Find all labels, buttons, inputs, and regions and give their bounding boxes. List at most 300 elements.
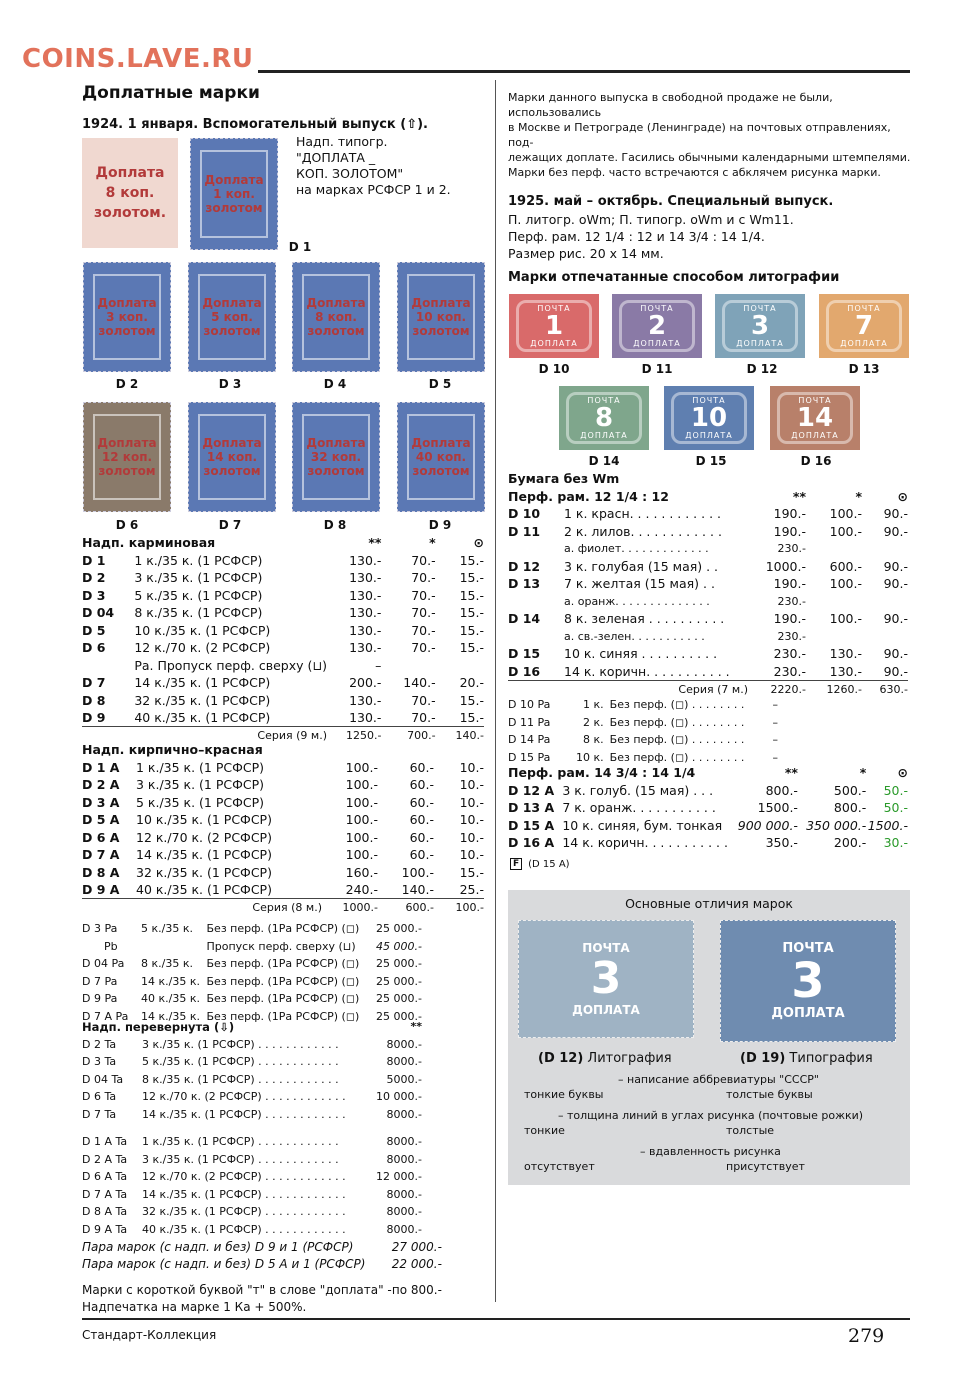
- table-row: [508, 782, 908, 800]
- overprint-line: 5 коп.: [211, 309, 253, 324]
- overprint-line: 8 коп.: [315, 309, 357, 324]
- price-value: 10.-: [459, 759, 484, 775]
- item-desc: 10 к./35 к. (1 РСФСР): [134, 622, 271, 638]
- item-code: D 9: [82, 710, 106, 725]
- item-code: D 15: [508, 646, 541, 662]
- item-code: D 12 A: [508, 782, 555, 798]
- stamp-typo-closeup: [720, 920, 896, 1042]
- price-value: 130.-: [349, 622, 382, 638]
- item-code: D 13: [508, 576, 541, 592]
- price-value: 160.-: [345, 864, 378, 880]
- item-code: D 5: [82, 622, 106, 638]
- price-value: 15.-: [459, 864, 484, 880]
- section-title: Надп. карминовая: [82, 535, 216, 551]
- stamp-label: D 3: [218, 377, 242, 391]
- lito-stamp: [664, 386, 754, 450]
- series-value: 2220.-: [748, 680, 806, 698]
- item-code: D 1 A: [82, 759, 120, 775]
- series-label: Серия (9 м.): [134, 727, 327, 745]
- price-value: 1500.-: [757, 800, 798, 816]
- item-desc: 14 к./35 к.: [141, 1009, 200, 1023]
- table-row: [82, 1221, 422, 1239]
- price-value: 8000.-: [386, 1055, 422, 1069]
- diff-title: – написание аббревиатуры "СССР": [618, 1073, 819, 1086]
- overprint-line: золотом: [98, 463, 156, 478]
- stamp-value: 1: [544, 311, 564, 341]
- table-row: [82, 955, 422, 973]
- series-value: 1260.-: [806, 680, 862, 698]
- series-label: Серия (8 м.): [136, 899, 322, 917]
- item-code: D 3 Ta: [82, 1055, 117, 1069]
- column-divider: [495, 80, 496, 1302]
- item-code: [508, 540, 564, 558]
- price-value: 5000.-: [386, 1072, 422, 1086]
- series-row: [508, 680, 908, 698]
- item-code: D 7 Ta: [82, 1107, 117, 1121]
- overprint-line: золотом: [205, 201, 263, 215]
- item-code: D 14: [508, 611, 541, 627]
- sample-line: Доплата: [95, 165, 165, 181]
- item-code: [508, 628, 564, 646]
- stamp-text: ПОЧТА: [782, 941, 834, 956]
- issue-line: Размер рис. 20 х 14 мм.: [508, 246, 664, 261]
- stamp-text: ДОПЛАТА: [685, 431, 733, 440]
- item-code: D 14 Pa: [508, 733, 551, 747]
- stamp-text: ПОЧТА: [743, 304, 777, 313]
- overprint-line: Доплата: [411, 295, 471, 310]
- price-value: 25 000.-: [376, 992, 422, 1006]
- item-desc: 8 к. зеленая . . . . . . . . . .: [564, 611, 725, 627]
- price-value: 10.-: [459, 829, 484, 845]
- issue-line: П. литогр. oWm; П. типогр. oWm и с Wm11.: [508, 212, 794, 227]
- stamp-value: 7: [854, 311, 874, 341]
- price-value: 130.-: [349, 710, 382, 725]
- item-code: D 6: [82, 640, 106, 656]
- diff-left: тонкие: [524, 1124, 565, 1137]
- pairs-table: [82, 1238, 442, 1316]
- stamp-label: D 6: [115, 518, 139, 532]
- diff-left: тонкие буквы: [524, 1088, 604, 1101]
- table-row: [508, 540, 908, 558]
- page-title: Доплатные марки: [82, 83, 260, 103]
- item-desc: а. оранж. . . . . . . . . . . . . .: [564, 594, 710, 608]
- item-code: D 7 Pa: [82, 974, 118, 988]
- stamp-text: ПОЧТА: [537, 304, 571, 313]
- stamp-image: [397, 262, 485, 372]
- price-value: [381, 657, 435, 675]
- price-value: 12 000.-: [376, 1170, 422, 1184]
- diff-title: – толщина линий в углах рисунка (почтовые рожки): [558, 1109, 864, 1122]
- intro-paragraph: [508, 90, 912, 180]
- price-value: 190.-: [773, 576, 806, 592]
- overprint-line: золотом: [412, 463, 470, 478]
- price-value: 10.-: [459, 777, 484, 793]
- desc-line: КОП. ЗОЛОТОМ": [296, 166, 404, 181]
- price-value: –: [772, 750, 778, 764]
- note-value: по 800.-: [391, 1282, 442, 1297]
- table-row: [82, 622, 484, 640]
- price-value: [862, 593, 908, 611]
- footer-publisher: Стандарт-Коллекция: [82, 1328, 217, 1342]
- price-value: 230.-: [777, 629, 806, 643]
- item-desc: 3 к./35 к. (1 РСФСР): [134, 570, 263, 586]
- price-value: 70.-: [411, 710, 436, 725]
- table-row: [508, 799, 908, 817]
- item-desc: 1 к./35 к. (1 РСФСР): [136, 759, 265, 775]
- item-code: D 04 Ta: [82, 1072, 124, 1086]
- item-desc: 14 к./35 к. (1 РСФСР) . . . . . . . . . . . .: [142, 1107, 346, 1121]
- note-text: Марки с короткой буквой "т" в слове "доплата" -: [82, 1282, 392, 1297]
- diff-right: толстые: [726, 1124, 775, 1137]
- price-value: 230.-: [773, 663, 806, 679]
- item-code: D 6 A: [82, 829, 120, 845]
- item-desc: 10 к. синяя . . . . . . . . . .: [564, 646, 718, 662]
- item-desc: 3 к./35 к. (1 РСФСР) . . . . . . . . . . . .: [142, 1152, 339, 1166]
- stamp-text: ДОПЛАТА: [572, 1003, 640, 1017]
- price-value: 130.-: [829, 646, 862, 662]
- section-title: Перф. рам. 14 3/4 : 14 1/4: [508, 765, 696, 781]
- stamp-text: ДОПЛАТА: [791, 431, 839, 440]
- table-row: [82, 973, 422, 991]
- price-value: 60.-: [409, 794, 434, 810]
- price-value: 8000.-: [386, 1037, 422, 1051]
- lito-stamp: [509, 294, 599, 358]
- forgery-note: [510, 858, 570, 870]
- sample-line: золотом.: [93, 205, 167, 221]
- price-value: 100.-: [829, 576, 862, 592]
- overprint-line: 32 коп.: [310, 449, 362, 464]
- item-desc: 10 к./35 к. (1 РСФСР): [136, 812, 272, 828]
- table-row: [508, 610, 908, 628]
- item-code: D 13 A: [508, 800, 555, 816]
- table-row: [508, 628, 908, 646]
- table-row: [508, 817, 908, 835]
- price-value: [806, 628, 862, 646]
- price-value: 25.-: [459, 882, 484, 897]
- diff-right: присутствует: [726, 1160, 805, 1173]
- table-row: [82, 587, 484, 605]
- item-code: D 1 A Ta: [82, 1135, 128, 1149]
- item-desc: 14 к./35 к. (1 РСФСР): [134, 675, 271, 691]
- caption-typo: [740, 1051, 873, 1066]
- overprint-sample: [82, 138, 178, 248]
- stamp-value: 3: [791, 953, 825, 1009]
- item-code: D 04 Pa: [82, 957, 125, 971]
- imperf-table: [508, 696, 778, 766]
- table-row: [82, 846, 484, 864]
- overprint-line: золотом: [203, 463, 261, 478]
- stamp-label: D 7: [218, 518, 242, 532]
- stamp-image: [292, 402, 380, 512]
- item-code: D 16: [508, 663, 541, 679]
- price-value: 25 000.-: [376, 974, 422, 988]
- item-desc: [141, 938, 206, 956]
- stamp-image: [292, 262, 380, 372]
- price-value: [436, 657, 484, 675]
- issue-header-1924: 1924. 1 января. Вспомогательный выпуск (⇧).: [82, 117, 428, 132]
- price-value: 100.-: [345, 777, 378, 793]
- price-value: 140.-: [403, 675, 436, 691]
- lito-stamp: [715, 294, 805, 358]
- price-value: 25 000.-: [376, 957, 422, 971]
- item-code: D 6 Ta: [82, 1090, 117, 1104]
- item-desc: 3 к. голубая (15 мая) . .: [564, 558, 719, 574]
- item-code: Pb: [104, 939, 118, 953]
- table-row: [82, 829, 484, 847]
- caption-code: (D 12): [538, 1051, 584, 1066]
- series-value: 600.-: [378, 899, 434, 917]
- site-brand: COINS.LAVE.RU: [22, 44, 254, 74]
- stamp-label: D 2: [115, 377, 139, 391]
- price-value: 600.-: [829, 558, 862, 574]
- item-code: D 9 Pa: [82, 992, 118, 1006]
- price-value: 10.-: [459, 794, 484, 810]
- table-row: [82, 938, 422, 956]
- stamp-text: ПОЧТА: [587, 396, 621, 405]
- stamp-label: D 8: [323, 518, 347, 532]
- price-value: 900 000.-: [737, 817, 798, 833]
- intro-line: Марки данного выпуска в свободной продаже не были, использовались: [508, 91, 833, 119]
- item-code: D 7 A: [82, 847, 120, 863]
- col-header: ⊙: [897, 765, 908, 781]
- price-value: 60.-: [409, 777, 434, 793]
- item-desc: 1 к./35 к. (1 РСФСР): [134, 552, 263, 568]
- overprint-line: Доплата: [411, 435, 471, 450]
- sample-line: 8 коп.: [105, 185, 155, 201]
- varieties-table: [82, 920, 422, 1025]
- price-value: 100.-: [345, 759, 378, 775]
- table-row: [508, 663, 908, 681]
- price-value: 800.-: [833, 800, 867, 816]
- desc-line: "ДОПЛАТА _: [296, 150, 376, 165]
- item-desc: 12 к./70 к. (2 РСФСР): [134, 640, 271, 656]
- col-header: ⊙: [897, 488, 908, 504]
- price-value: 1500.-: [867, 817, 908, 833]
- price-value: 100.-: [345, 794, 378, 810]
- stamp-text: ДОПЛАТА: [633, 339, 681, 348]
- table-row: [508, 714, 778, 732]
- pair-value: 27 000.-: [391, 1239, 442, 1254]
- item-code: D 7 A Pa: [82, 1009, 129, 1023]
- table-row: [82, 1036, 422, 1054]
- item-desc: а. фиолет. . . . . . . . . . . . .: [564, 542, 709, 556]
- table-row: [508, 575, 908, 593]
- overprint-line: Доплата: [202, 295, 262, 310]
- item-desc: 8 к./35 к. (1 РСФСР) . . . . . . . . . . . .: [142, 1072, 339, 1086]
- overprint-line: 40 коп.: [415, 449, 467, 464]
- stamp-label: D 14: [588, 454, 620, 468]
- stamp-label: D 1: [288, 240, 312, 254]
- item-code: D 04: [82, 605, 115, 621]
- item-desc: 32 к./35 к. (1 РСФСР): [136, 864, 272, 880]
- price-value: 100.-: [829, 506, 862, 522]
- price-value: 25 000.-: [376, 922, 422, 936]
- overprint-line: Доплата: [306, 435, 366, 450]
- col-header: ⊙: [473, 535, 484, 551]
- price-value: 350 000.-: [806, 817, 867, 833]
- item-code: D 11 Pa: [508, 715, 551, 729]
- stamp-image: [83, 262, 171, 372]
- price-value: 230.-: [777, 542, 806, 556]
- item-desc: Ра. Пропуск перф. сверху (⊔): [134, 657, 327, 673]
- price-value: 60.-: [409, 829, 434, 845]
- stamp-value: 2: [647, 311, 667, 341]
- item-desc: 12 к./70 к. (2 РСФСР): [136, 829, 272, 845]
- price-value: 15.-: [459, 605, 484, 621]
- series-value: 1250.-: [327, 727, 381, 745]
- price-value: 140.-: [401, 882, 434, 897]
- price-value: 90.-: [883, 523, 908, 539]
- item-code: D 7 A Ta: [82, 1187, 128, 1201]
- stamp-image: [397, 402, 485, 512]
- item-note: Без перф. (1Ра РСФСР) (◻): [206, 957, 360, 971]
- issue-line: Перф. рам. 12 1/4 : 12 и 14 3/4 : 14 1/4.: [508, 229, 765, 244]
- item-desc: 7 к. желтая (15 мая) . .: [564, 576, 715, 592]
- lito-stamp: [612, 294, 702, 358]
- stamp-text: ПОЧТА: [692, 396, 726, 405]
- price-value: [862, 628, 908, 646]
- item-desc: а. св.-зелен. . . . . . . . . . .: [564, 629, 705, 643]
- item-desc: 32 к./35 к. (1 РСФСР): [134, 692, 271, 708]
- stamp-text: ПОЧТА: [847, 304, 881, 313]
- price-value: 15.-: [459, 622, 484, 638]
- stamp-label: D 5: [428, 377, 452, 391]
- stamp-text: ПОЧТА: [640, 304, 674, 313]
- price-value: –: [772, 715, 778, 729]
- table-row: [82, 709, 484, 727]
- item-code: D 6 A Ta: [82, 1170, 128, 1184]
- issue-description: [296, 134, 451, 198]
- section-title: Надп. перевернута (⇩): [82, 1019, 235, 1034]
- item-desc: 40 к./35 к. (1 РСФСР): [134, 710, 271, 725]
- item-desc: 14 к. коричн. . . . . . . . . . .: [562, 835, 728, 851]
- table-row: [82, 552, 484, 570]
- price-value: 230.-: [773, 646, 806, 662]
- table-row: [82, 794, 484, 812]
- item-code: D 16 A: [508, 835, 555, 851]
- price-value: 15.-: [459, 552, 484, 568]
- item-desc: 12 к./70 к. (2 РСФСР) . . . . . . . . . . . .: [142, 1170, 346, 1184]
- price-value: 15.-: [459, 640, 484, 656]
- price-value: 800.-: [765, 782, 798, 798]
- section-title: Надп. кирпично–красная: [82, 742, 263, 758]
- col-header: **: [784, 765, 798, 781]
- item-code: D 11: [508, 523, 541, 539]
- item-desc: 1 к./35 к. (1 РСФСР) . . . . . . . . . . . .: [142, 1135, 339, 1149]
- stamp-image: [188, 262, 276, 372]
- stamp-text: ДОПЛАТА: [840, 339, 888, 348]
- lito-stamp: [819, 294, 909, 358]
- price-value: 10.-: [459, 847, 484, 863]
- stamp-text: ДОПЛАТА: [580, 431, 628, 440]
- differences-panel: [508, 890, 910, 1185]
- series-value: 140.-: [436, 727, 484, 745]
- table-row: [82, 1133, 422, 1151]
- item-note: Пропуск перф. сверху (⊔): [206, 939, 356, 953]
- price-value: 230.-: [777, 594, 806, 608]
- overprint-line: 1 коп.: [213, 187, 255, 201]
- bottom-rule: [82, 1318, 910, 1320]
- series-value: 100.-: [434, 899, 484, 917]
- item-desc: 2 к. лилов. . . . . . . . . . . .: [564, 523, 722, 539]
- item-desc: 1 к.: [583, 698, 604, 712]
- item-desc: 14 к./35 к.: [141, 974, 200, 988]
- intro-line: в Москве и Петрограде (Ленинграде) на почтовых отправлениях, под-: [508, 121, 891, 149]
- item-desc: 10 к. синяя, бум. тонкая: [562, 817, 723, 833]
- issue-header-1925: 1925. май – октябрь. Специальный выпуск.: [508, 194, 834, 209]
- series-row: [82, 899, 484, 917]
- section-title: Перф. рам. 12 1/4 : 12: [508, 488, 669, 504]
- pair-text: Пара марок (с надп. и без) D 5 A и 1 (РСФСР): [82, 1257, 366, 1272]
- price-value: 15.-: [459, 692, 484, 708]
- item-note: Без перф. (◻) . . . . . . . .: [609, 733, 745, 747]
- stamp-label: D 11: [641, 362, 673, 376]
- overprint-line: 14 коп.: [206, 449, 258, 464]
- item-desc: 3 к. голуб. (15 мая) . . .: [562, 782, 714, 798]
- overprint-line: золотом: [98, 323, 156, 338]
- price-value: 15.-: [459, 570, 484, 586]
- price-value: 70.-: [411, 640, 436, 656]
- item-note: Без перф. (◻) . . . . . . . .: [609, 715, 745, 729]
- series-value: 700.-: [381, 727, 435, 745]
- price-value: 90.-: [883, 646, 908, 662]
- item-desc: 14 к./35 к. (1 РСФСР) . . . . . . . . . . . .: [142, 1187, 346, 1201]
- item-desc: 40 к./35 к. (1 РСФСР) . . . . . . . . . . . .: [142, 1222, 346, 1236]
- table-row: [82, 811, 484, 829]
- top-rule: [258, 70, 910, 73]
- overprint-line: 12 коп.: [101, 449, 153, 464]
- col-header: *: [429, 535, 436, 551]
- price-value: 10 000.-: [376, 1090, 422, 1104]
- series-value: 1000.-: [322, 899, 378, 917]
- item-desc: 12 к./70 к. (2 РСФСР) . . . . . . . . . . . .: [142, 1090, 346, 1104]
- price-value: 200.-: [833, 835, 867, 851]
- price-value: 15.-: [459, 710, 484, 725]
- item-desc: 14 к./35 к. (1 РСФСР): [136, 847, 272, 863]
- item-desc: 8 к./35 к. (1 РСФСР): [134, 605, 263, 621]
- price-value: 60.-: [409, 847, 434, 863]
- price-value: 190.-: [773, 506, 806, 522]
- table-row: [82, 692, 484, 710]
- stamp-label: D 16: [800, 454, 832, 468]
- pair-value: 22 000.-: [391, 1257, 442, 1272]
- item-desc: 14 к. коричн. . . . . . . . . . .: [564, 663, 730, 679]
- issue-details: [508, 211, 794, 262]
- item-note: Без перф. (◻) . . . . . . . .: [609, 750, 745, 764]
- table-row: [82, 569, 484, 587]
- overprint-line: 10 коп.: [415, 309, 467, 324]
- desc-line: на марках РСФСР 1 и 2.: [296, 182, 451, 197]
- price-value: 240.-: [345, 882, 378, 897]
- item-desc: 5 к./35 к. (1 РСФСР) . . . . . . . . . . . .: [142, 1055, 339, 1069]
- caption-text: Типография: [785, 1051, 873, 1066]
- stamp-value: 10: [690, 403, 728, 433]
- table-row: [508, 523, 908, 541]
- pair-text: Пара марок (с надп. и без) D 9 и 1 (РСФСР): [82, 1239, 354, 1254]
- price-value: 50.-: [883, 800, 908, 816]
- price-value: 90.-: [883, 558, 908, 574]
- stamp-image: [190, 138, 278, 250]
- forgery-icon: F: [510, 858, 522, 870]
- price-value: 130.-: [829, 663, 862, 679]
- table-row: [82, 1186, 422, 1204]
- item-code: D 2 A: [82, 777, 120, 793]
- table-row: [82, 759, 484, 777]
- price-value: [806, 593, 862, 611]
- price-value: 130.-: [349, 552, 382, 568]
- item-code: [82, 657, 134, 675]
- overprint-line: золотом: [307, 463, 365, 478]
